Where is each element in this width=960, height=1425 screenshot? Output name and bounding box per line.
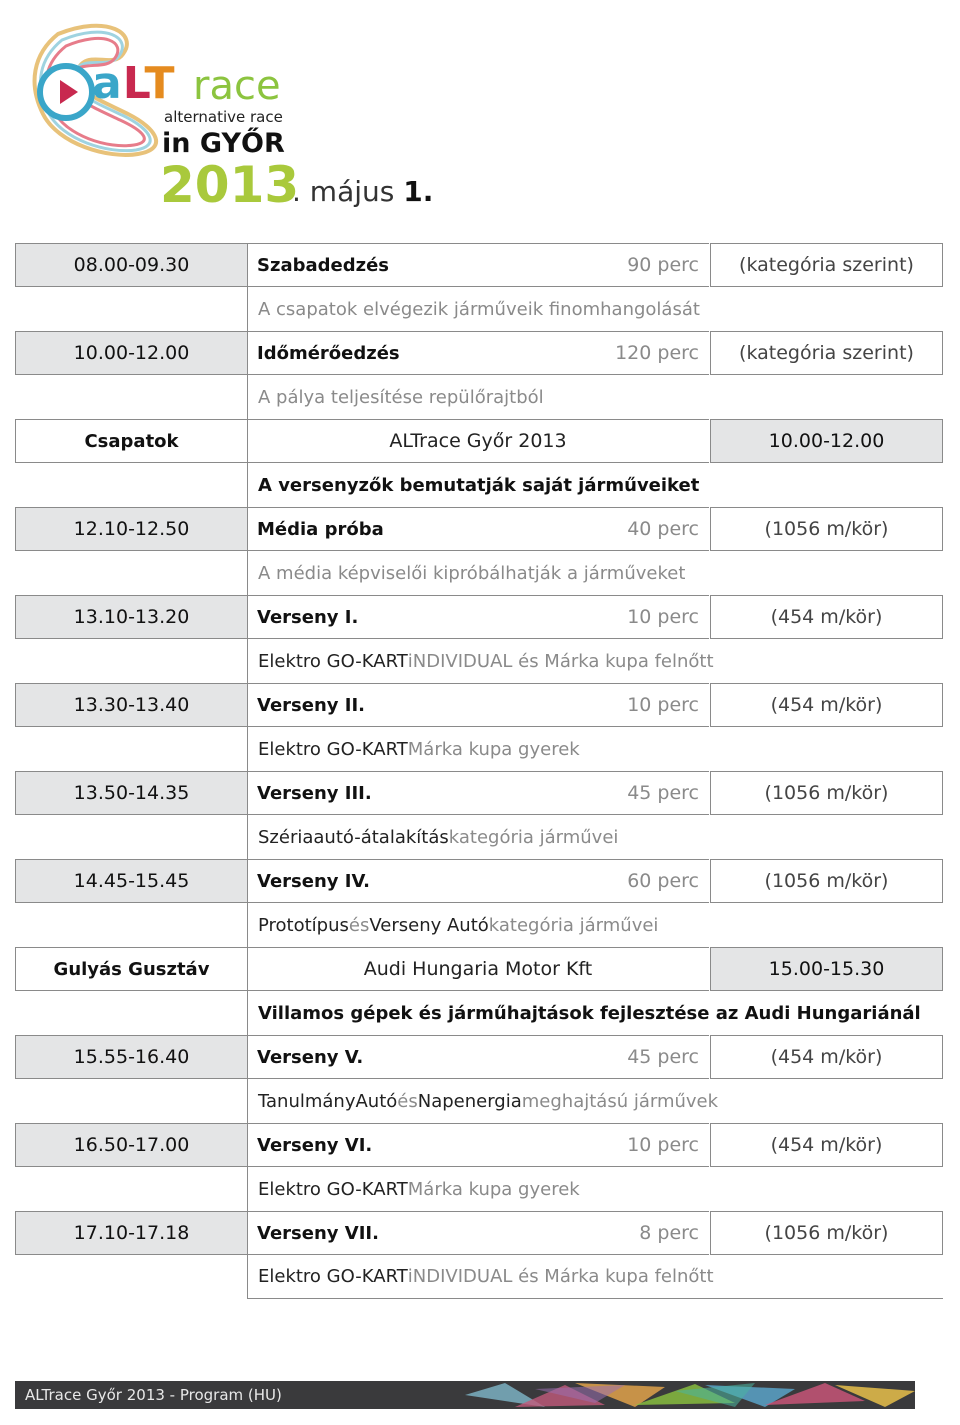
- schedule-row: [15, 243, 943, 287]
- presenter-cell: Gulyás Gusztáv: [15, 947, 248, 991]
- time-cell: 17.10-17.18: [15, 1211, 248, 1255]
- event-duration: 10 perc: [627, 694, 699, 716]
- organisation-name: ALTrace Győr 2013: [389, 430, 567, 452]
- time-cell: 16.50-17.00: [15, 1123, 248, 1167]
- time-cell: 08.00-09.30: [15, 243, 248, 287]
- event-description: A csapatok elvégezik járműveik finomhangolását: [247, 287, 943, 331]
- category-cell: (1056 m/kör): [710, 771, 943, 815]
- category-cell: (1056 m/kör): [710, 507, 943, 551]
- event-date-month: . május: [292, 175, 395, 208]
- organisation-name: Audi Hungaria Motor Kft: [363, 958, 593, 980]
- category-cell: (1056 m/kör): [710, 859, 943, 903]
- category-cell: (454 m/kör): [710, 595, 943, 639]
- event-title: Verseny I.: [257, 606, 359, 628]
- event-duration: 90 perc: [627, 254, 699, 276]
- event-description-part: Napenergia: [417, 1090, 522, 1112]
- event-description-rest: Márka kupa gyerek: [407, 738, 580, 760]
- event-description: [247, 1167, 943, 1211]
- event-cell: [247, 859, 709, 903]
- event-description-rest: iNDIVIDUAL és Márka kupa felnőtt: [407, 1266, 714, 1287]
- category-cell: (454 m/kör): [710, 1123, 943, 1167]
- brand-city: in GYŐR: [162, 128, 285, 159]
- brand-alt-letters: [92, 58, 176, 109]
- time-cell: 14.45-15.45: [15, 859, 248, 903]
- event-title: Időmérőedzés: [257, 342, 400, 364]
- schedule-row: [15, 331, 943, 375]
- event-description-part: és: [397, 1090, 418, 1112]
- event-cell: [247, 1211, 709, 1255]
- brand-letter-t: T: [144, 58, 176, 109]
- event-title: Verseny III.: [257, 782, 372, 804]
- event-duration: 8 perc: [639, 1222, 699, 1244]
- category-cell: (454 m/kör): [710, 683, 943, 727]
- schedule-row: [15, 507, 943, 551]
- time-cell: 13.30-13.40: [15, 683, 248, 727]
- footer-text: ALTrace Győr 2013 - Program (HU): [25, 1386, 282, 1404]
- category-cell: (1056 m/kör): [710, 1211, 943, 1255]
- event-duration: 45 perc: [627, 1046, 699, 1068]
- event-duration: 60 perc: [627, 870, 699, 892]
- event-description-part: és: [348, 914, 370, 936]
- presentation-description: Villamos gépek és járműhajtások fejlesztése az Audi Hungariánál: [247, 991, 943, 1035]
- event-cell: [247, 507, 709, 551]
- event-description-rest: Márka kupa gyerek: [407, 1178, 580, 1200]
- event-cell: [247, 1123, 709, 1167]
- schedule-row: [15, 859, 943, 903]
- event-description-part: TanulmányAutó: [258, 1090, 398, 1112]
- presentation-row: [15, 947, 943, 991]
- event-duration: 45 perc: [627, 782, 699, 804]
- time-cell: 15.55-16.40: [15, 1035, 248, 1079]
- event-description-strong: Szériaautó-átalakítás: [258, 826, 449, 848]
- event-description-strong: Elektro GO-KART: [258, 1178, 408, 1200]
- event-duration: 10 perc: [627, 606, 699, 628]
- brand-letter-l: L: [122, 58, 145, 109]
- event-cell: [247, 243, 709, 287]
- event-description: [247, 903, 943, 947]
- presentation-row: [15, 419, 943, 463]
- event-description: [247, 815, 943, 859]
- presenter-cell: Csapatok: [15, 419, 248, 463]
- schedule-row: [15, 1123, 943, 1167]
- event-title: Verseny II.: [257, 694, 365, 716]
- event-description: [247, 1255, 943, 1299]
- schedule-row: [15, 683, 943, 727]
- brand-letter-a: a: [92, 58, 123, 109]
- organisation-cell: [247, 419, 709, 463]
- event-title: Verseny VII.: [257, 1222, 379, 1244]
- presentation-time: 15.00-15.30: [710, 947, 943, 991]
- time-cell: 13.50-14.35: [15, 771, 248, 815]
- presentation-time: 10.00-12.00: [710, 419, 943, 463]
- footer-bar: [15, 1381, 915, 1409]
- schedule-row: [15, 1035, 943, 1079]
- event-duration: 10 perc: [627, 1134, 699, 1156]
- schedule-row: [15, 595, 943, 639]
- event-description-part: kategória járművei: [488, 914, 659, 936]
- event-description: [247, 1079, 943, 1123]
- event-description: [247, 639, 943, 683]
- event-description-part: meghajtású járművek: [521, 1090, 719, 1112]
- brand-year: 2013: [160, 156, 300, 214]
- event-date: [292, 175, 434, 208]
- event-title: Verseny IV.: [257, 870, 370, 892]
- event-title: Verseny VI.: [257, 1134, 373, 1156]
- category-cell: (kategória szerint): [710, 331, 943, 375]
- event-cell: [247, 331, 709, 375]
- event-description-part: Prototípus: [258, 914, 349, 936]
- brand-race: race: [193, 63, 281, 109]
- event-description-strong: Elektro GO-KART: [258, 1266, 408, 1287]
- event-description-rest: kategória járművei: [448, 826, 619, 848]
- event-description: A pálya teljesítése repülőrajtból: [247, 375, 943, 419]
- event-cell: [247, 1035, 709, 1079]
- category-cell: (454 m/kör): [710, 1035, 943, 1079]
- organisation-cell: [247, 947, 709, 991]
- event-description-strong: Elektro GO-KART: [258, 738, 408, 760]
- time-cell: 10.00-12.00: [15, 331, 248, 375]
- event-description-part: Verseny Autó: [369, 914, 489, 936]
- event-description: [247, 727, 943, 771]
- brand-subtitle: alternative race: [164, 108, 283, 126]
- event-cell: [247, 595, 709, 639]
- event-title: Média próba: [257, 518, 384, 540]
- event-date-day: 1.: [403, 175, 434, 208]
- event-duration: 120 perc: [615, 342, 699, 364]
- event-cell: [247, 771, 709, 815]
- time-cell: 13.10-13.20: [15, 595, 248, 639]
- footer-decorative-graphic: [435, 1381, 915, 1409]
- event-description-rest: iNDIVIDUAL és Márka kupa felnőtt: [407, 650, 714, 672]
- schedule-row: [15, 771, 943, 815]
- event-title: Verseny V.: [257, 1046, 364, 1068]
- event-description-strong: Elektro GO-KART: [258, 650, 408, 672]
- event-duration: 40 perc: [627, 518, 699, 540]
- category-cell: (kategória szerint): [710, 243, 943, 287]
- event-title: Szabadedzés: [257, 254, 389, 276]
- schedule-row: [15, 1211, 943, 1255]
- event-cell: [247, 683, 709, 727]
- presentation-description: A versenyzők bemutatják saját járműveiket: [247, 463, 943, 507]
- time-cell: 12.10-12.50: [15, 507, 248, 551]
- event-description: A média képviselői kipróbálhatják a járműveket: [247, 551, 943, 595]
